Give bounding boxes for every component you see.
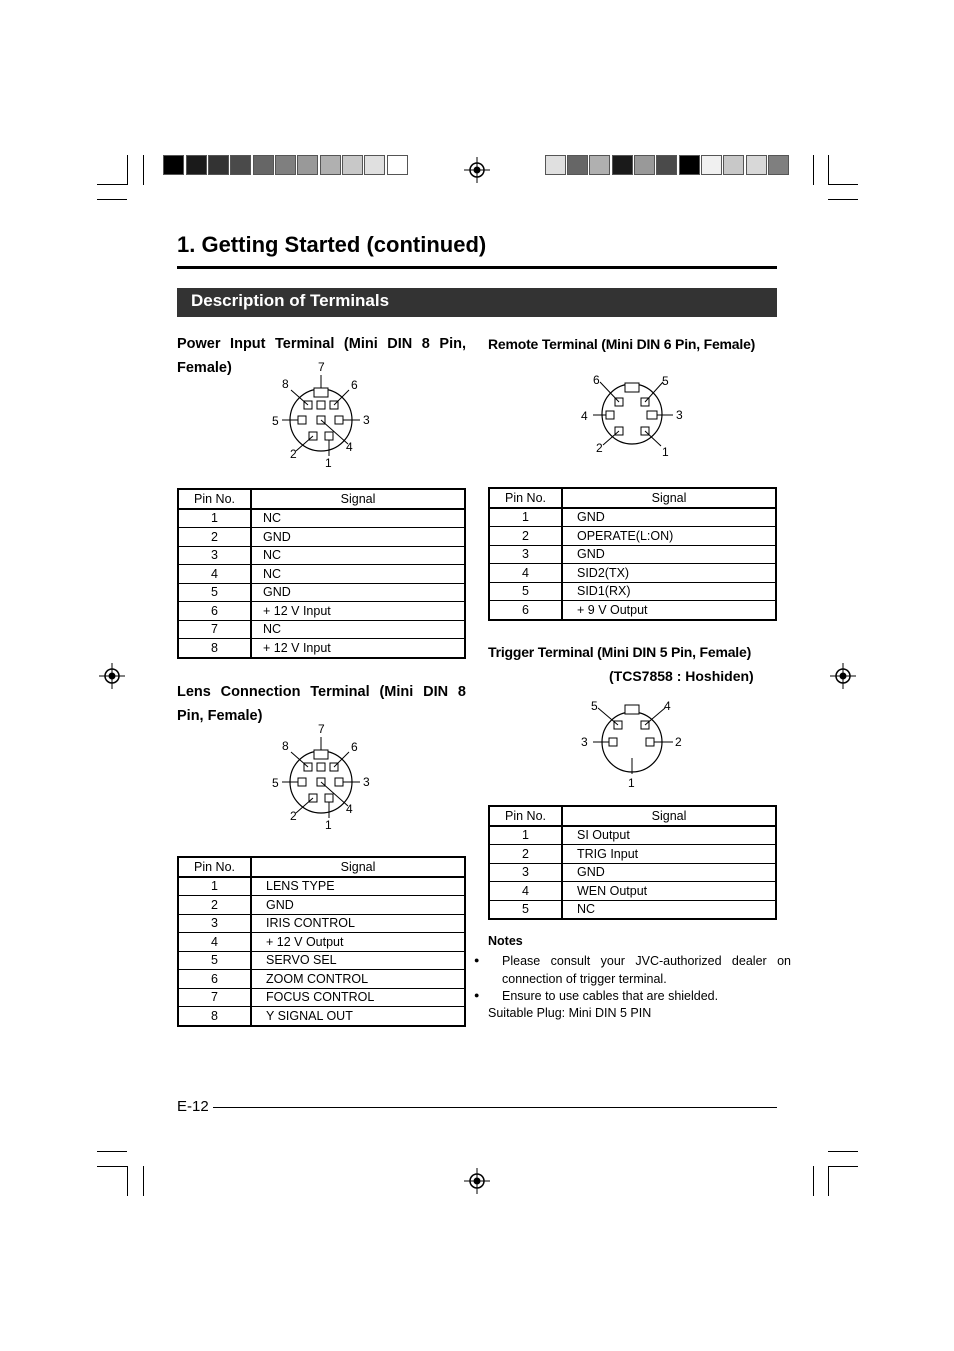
notes-title: Notes bbox=[488, 934, 523, 948]
table-row: 2 GND bbox=[178, 896, 465, 915]
col-header-pin: Pin No. bbox=[178, 857, 251, 877]
table-row: 4 + 12 V Output bbox=[178, 933, 465, 952]
title-rule bbox=[177, 266, 777, 269]
table-row: 4 WEN Output bbox=[489, 882, 776, 901]
trigger-terminal-table bbox=[488, 805, 777, 920]
table-row: 8 Y SIGNAL OUT bbox=[178, 1007, 465, 1026]
registration-mark-icon bbox=[97, 661, 127, 691]
din8-pin-label: 3 bbox=[363, 413, 370, 427]
registration-mark-icon bbox=[462, 1166, 492, 1196]
table-row: 7 NC bbox=[178, 620, 465, 639]
table-row: 6 ZOOM CONTROL bbox=[178, 970, 465, 989]
din8-pin-label: 6 bbox=[351, 378, 358, 392]
col-header-pin: Pin No. bbox=[489, 806, 562, 826]
din6-pin-label: 3 bbox=[676, 408, 683, 422]
table-row: 7 FOCUS CONTROL bbox=[178, 988, 465, 1007]
trigger-terminal-model: (TCS7858 : Hoshiden) bbox=[609, 668, 754, 684]
din8-pin-label: 4 bbox=[346, 802, 353, 816]
din6-pin-label: 1 bbox=[662, 445, 669, 459]
table-row: 3 IRIS CONTROL bbox=[178, 914, 465, 933]
bullet-icon: ● bbox=[474, 990, 480, 1000]
table-row: 2 GND bbox=[178, 528, 465, 547]
din8-pin-label: 7 bbox=[318, 360, 325, 374]
table-row: 4 SID2(TX) bbox=[489, 564, 776, 583]
din5-trigger-diagram bbox=[575, 695, 690, 790]
table-row: 3 GND bbox=[489, 863, 776, 882]
table-row: 5 GND bbox=[178, 583, 465, 602]
din5-pin-label: 3 bbox=[581, 735, 588, 749]
din8-power-diagram bbox=[270, 358, 380, 473]
registration-mark-icon bbox=[828, 661, 858, 691]
din8-pin-label: 3 bbox=[363, 775, 370, 789]
section-heading: Description of Terminals bbox=[177, 288, 777, 317]
note-item: ● Please consult your JVC-authorized dealer on connection of trigger terminal. bbox=[488, 951, 791, 988]
note-item: ● Ensure to use cables that are shielded. bbox=[488, 986, 791, 1005]
table-row: 6 + 12 V Input bbox=[178, 602, 465, 621]
din5-pin-label: 2 bbox=[675, 735, 682, 749]
lens-terminal-heading-cont: Pin, Female) bbox=[177, 708, 263, 724]
din8-pin-label: 5 bbox=[272, 776, 279, 790]
table-row: 2 TRIG Input bbox=[489, 845, 776, 864]
din8-pin-label: 8 bbox=[282, 377, 289, 391]
col-header-signal: Signal bbox=[251, 857, 465, 877]
din6-pin-label: 6 bbox=[593, 373, 600, 387]
power-terminal-table bbox=[177, 488, 466, 659]
table-row: 6 + 9 V Output bbox=[489, 601, 776, 620]
power-terminal-heading-cont: Female) bbox=[177, 360, 232, 376]
din8-pin-label: 2 bbox=[290, 809, 297, 823]
din8-pin-label: 7 bbox=[318, 722, 325, 736]
col-header-signal: Signal bbox=[562, 806, 776, 826]
remote-terminal-table bbox=[488, 487, 777, 621]
bullet-icon: ● bbox=[474, 955, 480, 965]
table-row: 8 + 12 V Input bbox=[178, 639, 465, 658]
suitable-plug: Suitable Plug: Mini DIN 5 PIN bbox=[488, 1006, 652, 1020]
table-row: 5 SERVO SEL bbox=[178, 951, 465, 970]
din8-pin-label: 4 bbox=[346, 440, 353, 454]
table-row: 4 NC bbox=[178, 565, 465, 584]
col-header-signal: Signal bbox=[562, 488, 776, 508]
din6-pin-label: 2 bbox=[596, 441, 603, 455]
col-header-pin: Pin No. bbox=[178, 489, 251, 509]
table-row: 1 NC bbox=[178, 509, 465, 528]
trigger-terminal-heading: Trigger Terminal (Mini DIN 5 Pin, Female) bbox=[488, 644, 752, 660]
power-terminal-heading: Power Input Terminal (Mini DIN 8 Pin, bbox=[177, 336, 466, 352]
din8-pin-label: 1 bbox=[325, 818, 332, 832]
table-row: 1 SI Output bbox=[489, 826, 776, 845]
lens-terminal-table bbox=[177, 856, 466, 1027]
table-row: 1 LENS TYPE bbox=[178, 877, 465, 896]
table-row: 3 NC bbox=[178, 546, 465, 565]
din8-pin-label: 5 bbox=[272, 414, 279, 428]
page-title: 1. Getting Started (continued) bbox=[177, 232, 487, 257]
din6-remote-diagram bbox=[575, 370, 690, 460]
registration-mark-icon bbox=[462, 155, 492, 185]
table-row: 5 SID1(RX) bbox=[489, 582, 776, 601]
din8-lens-diagram bbox=[270, 720, 380, 835]
din8-pin-label: 8 bbox=[282, 739, 289, 753]
din5-pin-label: 5 bbox=[591, 699, 598, 713]
din5-pin-label: 4 bbox=[664, 699, 671, 713]
din5-pin-label: 1 bbox=[628, 776, 635, 790]
remote-terminal-heading: Remote Terminal (Mini DIN 6 Pin, Female) bbox=[488, 336, 756, 352]
table-row: 2 OPERATE(L:ON) bbox=[489, 527, 776, 546]
table-row: 5 NC bbox=[489, 900, 776, 919]
table-row: 1 GND bbox=[489, 508, 776, 527]
din8-pin-label: 6 bbox=[351, 740, 358, 754]
table-row: 3 GND bbox=[489, 545, 776, 564]
page-number: E-12 bbox=[177, 1098, 209, 1115]
din6-pin-label: 4 bbox=[581, 409, 588, 423]
lens-terminal-heading: Lens Connection Terminal (Mini DIN 8 bbox=[177, 684, 466, 700]
footer-rule bbox=[213, 1107, 777, 1108]
din8-pin-label: 2 bbox=[290, 447, 297, 461]
col-header-signal: Signal bbox=[251, 489, 465, 509]
din8-pin-label: 1 bbox=[325, 456, 332, 470]
din6-pin-label: 5 bbox=[662, 374, 669, 388]
col-header-pin: Pin No. bbox=[489, 488, 562, 508]
